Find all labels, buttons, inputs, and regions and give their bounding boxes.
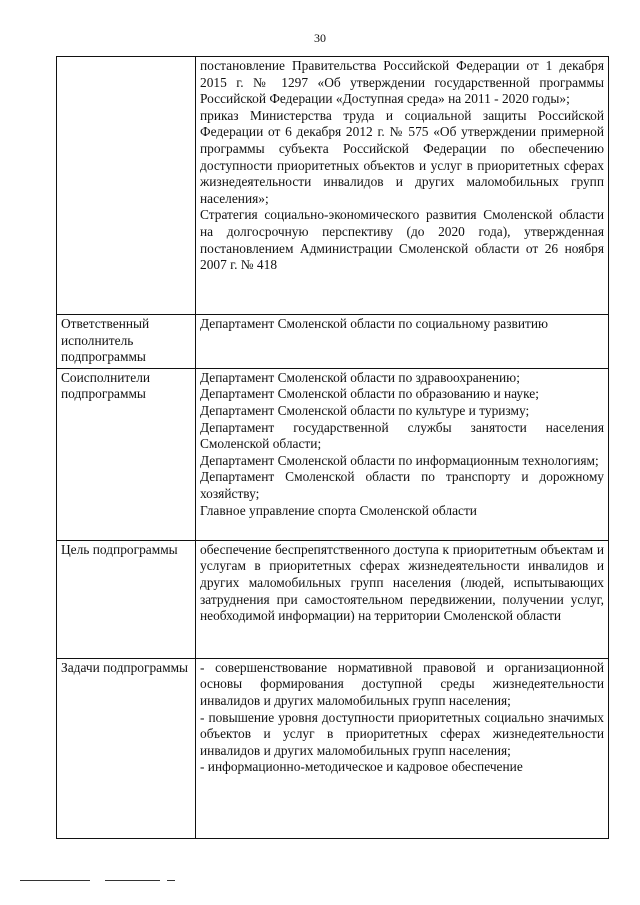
table-row-legal-basis — [57, 57, 609, 315]
paragraph: - информационно-методическое и кадровое обеспечение — [200, 759, 523, 775]
footer-rule-segment — [167, 880, 175, 881]
row-label: Цель подпрограммы — [57, 540, 196, 658]
footer-rule — [20, 880, 180, 886]
paragraph: Стратегия социально-экономического развития Смоленской области на долгосрочную перспективу (до 2020 года), утвержденная постановлением Администрации Смоленской области от 26 ноября 2007 г. № 418 — [200, 207, 604, 273]
paragraph: Департамент Смоленской области по образованию и науке; — [200, 386, 539, 402]
paragraph: Департамент Смоленской области по здравоохранению; — [200, 369, 520, 385]
row-label: Задачи подпрограммы — [57, 658, 196, 838]
paragraph: Главное управление спорта Смоленской области — [200, 502, 477, 518]
row-content — [196, 658, 609, 838]
footer-rule-segment — [105, 880, 160, 881]
table-row-co-executors — [57, 368, 609, 540]
paragraph: постановление Правительства Российской Федерации от 1 декабря 2015 г. № 1297 «Об утверждении государственной программы Российской Федерации «Доступная среда» на 2011 - 2020 годы»; — [200, 58, 604, 107]
page-number: 30 — [314, 31, 326, 45]
paragraph: Департамент государственной службы занятости населения Смоленской области; — [200, 419, 604, 452]
row-content — [196, 540, 609, 658]
table-row-responsible-executor — [57, 315, 609, 369]
paragraph: обеспечение беспрепятственного доступа к приоритетным объектам и услугам в приоритетных сферах жизнедеятельности инвалидов и других маломобильных групп населения (людей, испытывающих затруднения при самостоятельном передвижении, получении услуг, необходимой информации) на территории Смоленской области — [200, 541, 604, 624]
paragraph: Департамент Смоленской области по транспорту и дорожному хозяйству; — [200, 469, 604, 501]
table-row-tasks — [57, 658, 609, 838]
paragraph: - совершенствование нормативной правовой и организационной основы формирования доступной среды жизнедеятельности инвалидов и других маломобильных групп населения; — [200, 659, 604, 708]
paragraph: Департамент Смоленской области по информационным технологиям; — [200, 452, 599, 468]
row-content — [196, 315, 609, 369]
paragraph: приказ Министерства труда и социальной защиты Российской Федерации от 6 декабря 2012 г. № 575 «Об утверждении примерной программы субъекта Российской Федерации по обеспечению доступности приоритетных объектов и услуг в приоритетных сферах жизнедеятельности инвалидов и других маломобильных групп населения»; — [200, 107, 604, 206]
paragraph: - повышение уровня доступности приоритетных социально значимых объектов и услуг в приоритетных сферах жизнедеятельности инвалидов и других маломобильных групп населения; — [200, 709, 604, 758]
table-row-goal — [57, 540, 609, 658]
row-label: Соисполнители подпрограммы — [57, 368, 196, 540]
row-label — [57, 57, 196, 315]
row-label: Ответственный исполнитель подпрограммы — [57, 315, 196, 369]
paragraph: Департамент Смоленской области по культуре и туризму; — [200, 402, 530, 418]
row-content — [196, 368, 609, 540]
footer-rule-segment — [20, 880, 90, 881]
subprogram-passport-table — [56, 56, 609, 839]
paragraph: Департамент Смоленской области по социальному развитию — [200, 316, 549, 331]
row-content — [196, 57, 609, 315]
